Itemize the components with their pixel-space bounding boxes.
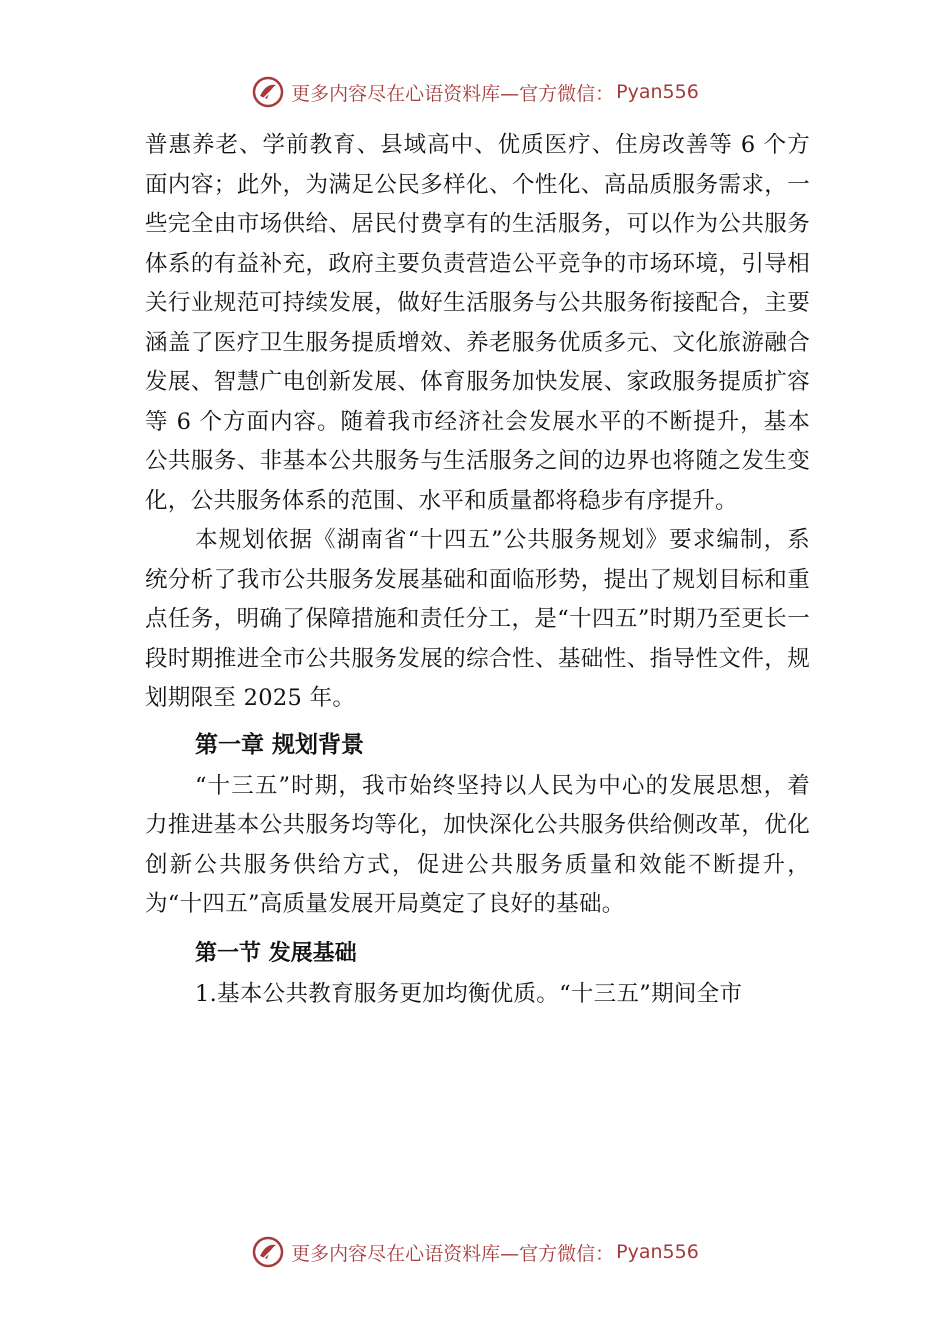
watermark-text: 更多内容尽在心语资料库—官方微信： xyxy=(291,82,615,105)
paragraph-continuation: 普惠养老、学前教育、县域高中、优质医疗、住房改善等 6 个方面内容；此外，为满足公民多样化、个性化、高品质服务需求，一些完全由市场供给、居民付费享有的生活服务，可以作为公共服务体系的有益补充，政府主要负责营造公平竞争的市场环境，引导相关行业规范可持续发展，做好生活服务与公共服务衔接配合，主要涵盖了医疗卫生服务提质增效、养老服务优质多元、文化旅游融合发展、智慧广电创新发展、体育服务加快发展、家政服务提质扩容等 6 个方面内容。随着我市经济社会发展水平的不断提升，基本公共服务、非基本公共服务与生活服务之间的边界也将随之发生变化，公共服务体系的范围、水平和质量都将稳步有序提升。 xyxy=(145,132,810,514)
section-title: 第一节 发展基础 xyxy=(195,939,357,966)
logo-icon xyxy=(251,75,285,109)
paragraph-plan-basis: 本规划依据《湖南省“十四五”公共服务规划》要求编制，系统分析了我市公共服务发展基础和面临形势，提出了规划目标和重点任务，明确了保障措施和责任分工，是“十四五”时期乃至更长一段时期推进全市公共服务发展的综合性、基础性、指导性文件，规划期限至 2025 年。 xyxy=(145,527,810,711)
paragraph-chapter-intro: “十三五”时期，我市始终坚持以人民为中心的发展思想，着力推进基本公共服务均等化，加快深化公共服务供给侧改革，优化创新公共服务供给方式，促进公共服务质量和效能不断提升，为“十四五”高质量发展开局奠定了良好的基础。 xyxy=(145,772,810,917)
watermark-footer xyxy=(0,1232,950,1272)
watermark-header xyxy=(0,72,950,112)
watermark-text: 更多内容尽在心语资料库—官方微信： xyxy=(291,1242,615,1265)
chapter-title: 第一章 规划背景 xyxy=(195,731,365,758)
logo-icon xyxy=(251,1235,285,1269)
list-item-1: 1.基本公共教育服务更加均衡优质。“十三五”期间全市 xyxy=(195,980,743,1007)
watermark-wechat-id: Pyan556 xyxy=(616,81,699,103)
watermark-wechat-id: Pyan556 xyxy=(616,1241,699,1263)
document-body xyxy=(145,126,810,1014)
